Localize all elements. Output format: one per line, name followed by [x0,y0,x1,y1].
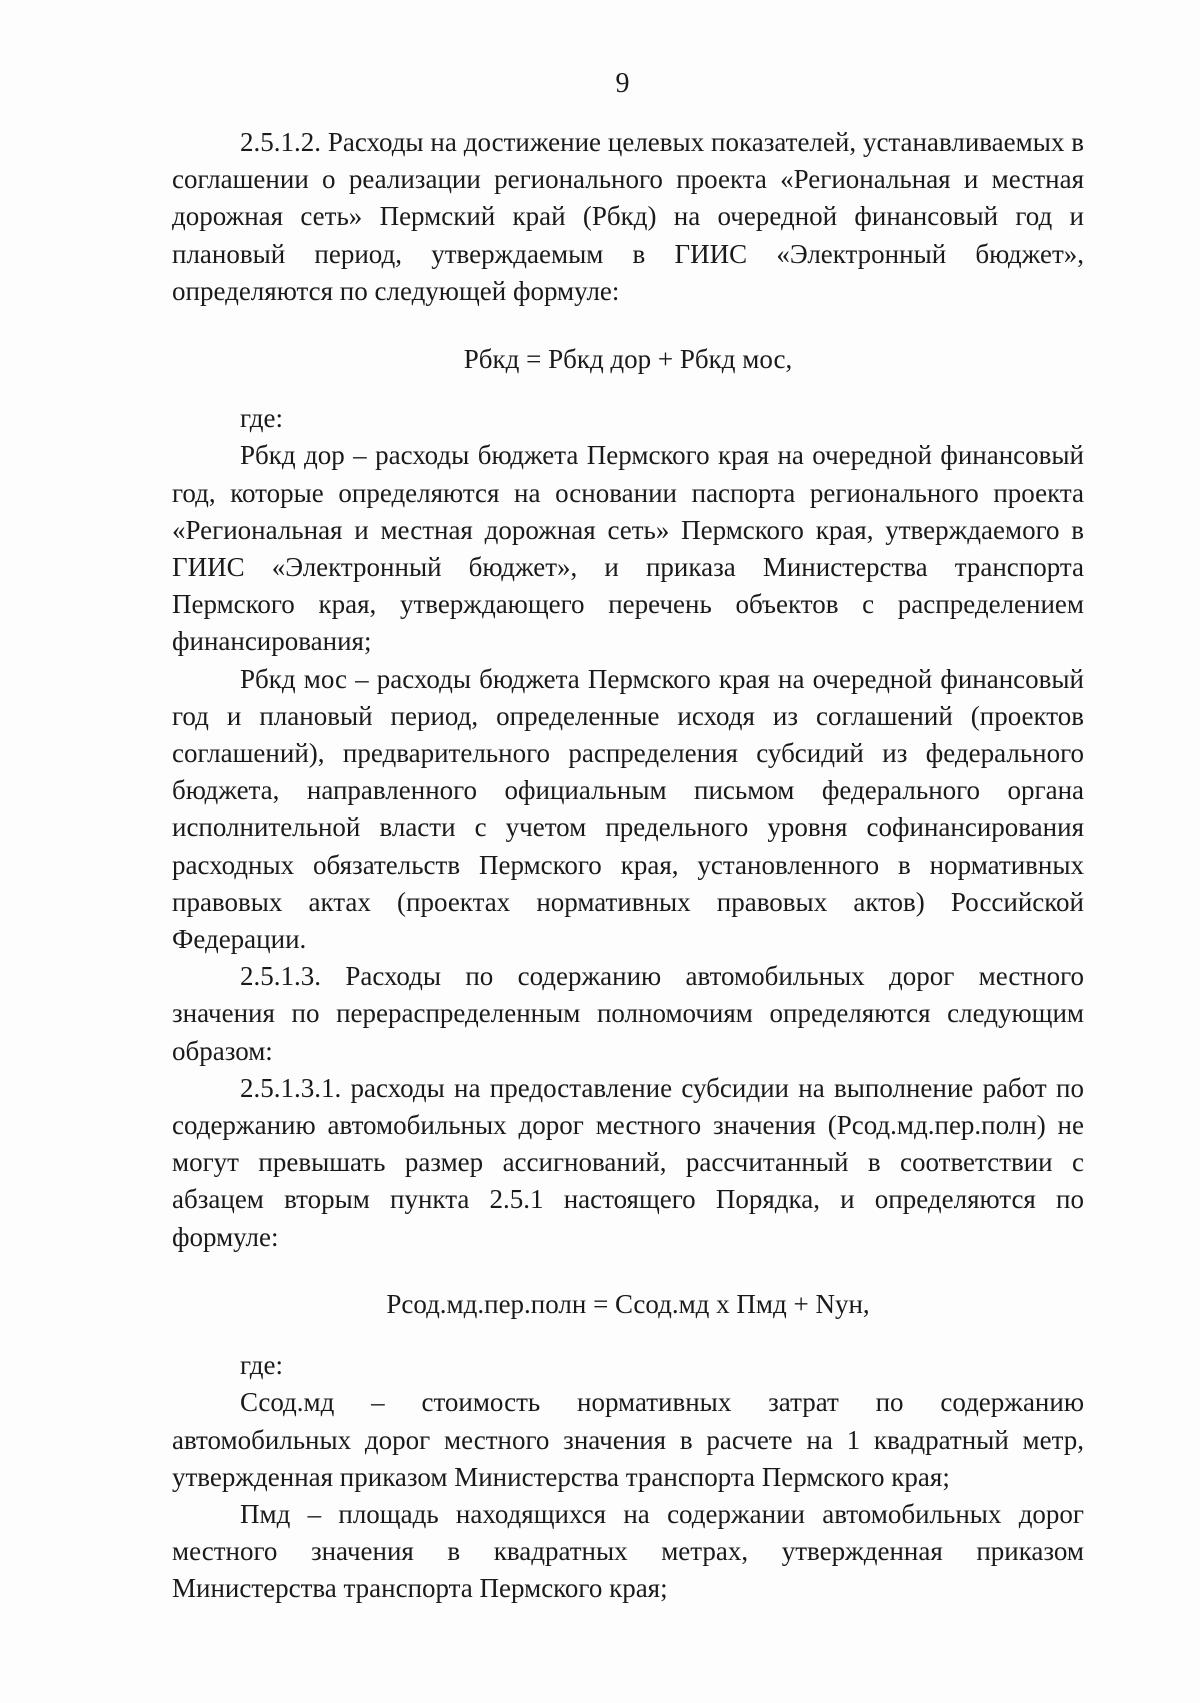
where-label: где: [240,1350,283,1381]
definition-rbkd-mos: Рбкд мос – расходы бюджета Пермского края на очередной финансовый год и плановый период, определенные исходя из соглашений (проектов соглашений), предварительного распределения субсидий из федерального бюджета, направленного официальным письмом федерального органа исполнительной власти с учетом предельного уровня софинансирования расходных обязательств Пермского края, установленного в нормативных правовых актах (проектах нормативных правовых актов) Российской Федерации. [172,663,1084,955]
paragraph-2-5-1-2: 2.5.1.2. Расходы на достижение целевых показателей, устанавливаемых в соглашении о реализации регионального проекта «Региональная и местная дорожная сеть» Пермский край (Рбкд) на очередной финансовый год и плановый период, утверждаемым в ГИИС «Электронный бюджет», определяются по следующей формуле: [172,127,1084,306]
definition-pmd: Пмд – площадь находящихся на содержании автомобильных дорог местного значения в квадратных метрах, утвержденная приказом Министерства транспорта Пермского края; [172,1498,1084,1604]
definition-ssod-md: Ссод.мд – стоимость нормативных затрат по содержанию автомобильных дорог местного значения в расчете на 1 квадратный метр, утвержденная приказом Министерства транспорта Пермского края; [172,1387,1084,1492]
page-number: 9 [615,68,630,99]
paragraph-2-5-1-3-1: 2.5.1.3.1. расходы на предоставление субсидии на выполнение работ по содержанию автомобильных дорог местного значения (Рсод.мд.пер.полн) не могут превышать размер ассигнований, рассчитанный в соответствии с абзацем вторым пункта 2.5.1 настоящего Порядка, и определяются по формуле: [172,1072,1084,1252]
document-body [172,124,1084,1608]
paragraph-2-5-1-3: 2.5.1.3. Расходы по содержанию автомобильных дорог местного значения по перераспределенным полномочиям определяются следующим образом: [172,961,1084,1066]
formula-rbkd: Рбкд = Рбкд дор + Рбкд мос, [463,344,793,375]
formula-rsod: Рсод.мд.пер.полн = Ссод.мд х Пмд + Nун, [386,1288,870,1319]
where-label: где: [240,403,283,434]
definition-rbkd-dor: Рбкд дор – расходы бюджета Пермского края на очередной финансовый год, которые определяются на основании паспорта регионального проекта «Региональная и местная дорожная сеть» Пермского края, утверждаемого в ГИИС «Электронный бюджет», и приказа Министерства транспорта Пермского края, утверждающего перечень объектов с распределением финансирования; [172,440,1084,657]
